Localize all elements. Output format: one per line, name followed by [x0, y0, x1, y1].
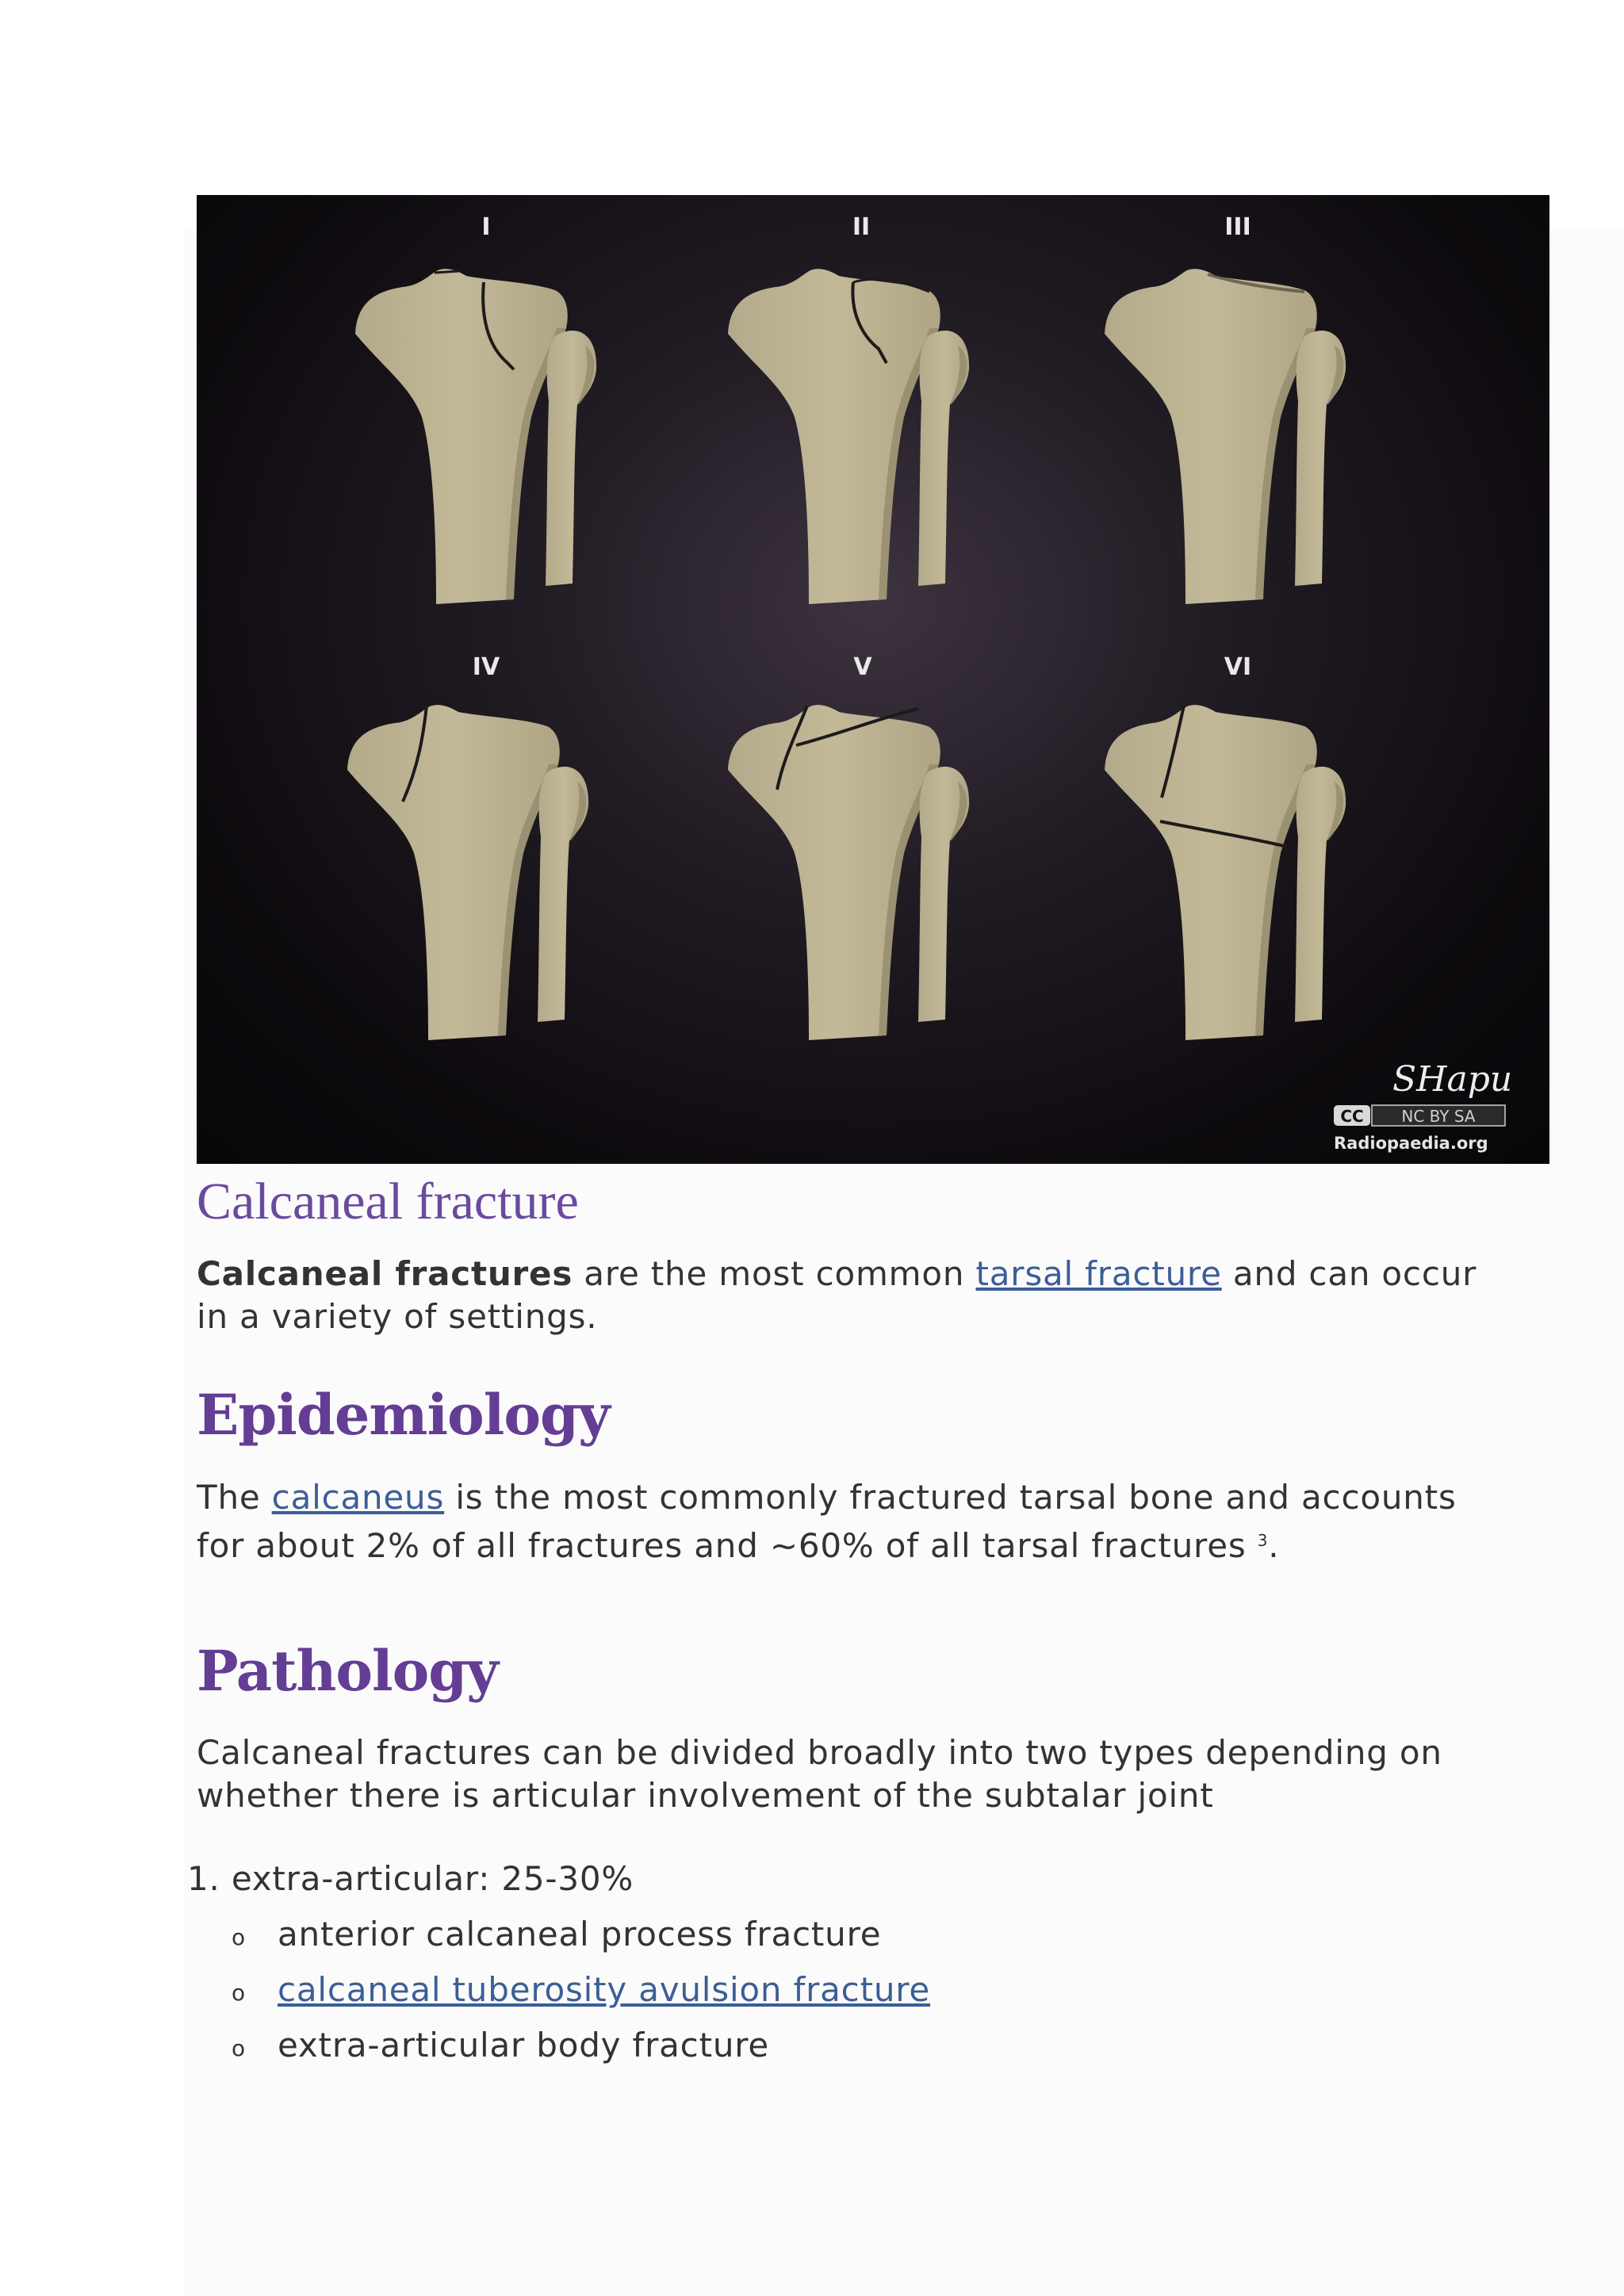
bone-illustration	[197, 195, 1549, 1164]
panel-label-6: VI	[1224, 653, 1252, 681]
classification-list	[187, 1851, 930, 2073]
sub-item-text: anterior calcaneal process fracture	[278, 1915, 882, 1954]
source-credit: Radiopaedia.org	[1334, 1134, 1488, 1153]
page-title: Calcaneal fracture	[197, 1173, 579, 1230]
reference-marker: 3	[1257, 1531, 1269, 1550]
epidemiology-text-start: The	[197, 1478, 272, 1517]
intro-text-end: and can occur in a variety of settings.	[197, 1254, 1477, 1336]
calcaneus-link[interactable]: calcaneus	[271, 1478, 445, 1517]
panel-label-4: IV	[472, 653, 500, 681]
cc-badge-text: CC	[1340, 1107, 1364, 1126]
sub-item-text: extra-articular body fracture	[278, 2026, 770, 2064]
panel-label-2: II	[852, 213, 871, 241]
epidemiology-heading: Epidemiology	[197, 1382, 610, 1448]
sub-list-item	[187, 2018, 930, 2073]
tuberosity-avulsion-link[interactable]: calcaneal tuberosity avulsion fracture	[278, 1970, 931, 2009]
list-item-text: extra-articular: 25-30%	[231, 1859, 634, 1898]
panel-label-5: V	[853, 653, 872, 681]
fracture-classification-figure	[197, 195, 1549, 1164]
bullet-icon: o	[232, 1924, 246, 1950]
panel-label-3: III	[1224, 213, 1251, 241]
license-badge-text: NC BY SA	[1401, 1107, 1476, 1126]
epidemiology-text: is the most commonly fractured tarsal bone and accounts for about 2% of all fractures and ~60% of all tarsal fractures	[197, 1478, 1457, 1565]
pathology-heading: Pathology	[197, 1638, 498, 1704]
epidemiology-paragraph	[197, 1476, 1497, 1567]
tarsal-fracture-link[interactable]: tarsal fracture	[975, 1254, 1222, 1293]
intro-text: are the most common	[573, 1254, 976, 1293]
sub-list-item	[187, 1962, 930, 2018]
signature-text: SHapu	[1392, 1059, 1513, 1100]
panel-label-1: I	[481, 213, 491, 241]
pathology-paragraph: Calcaneal fractures can be divided broadly into two types depending on whether there is articular involvement of the subtalar joint	[197, 1733, 1442, 1815]
list-item	[187, 1851, 930, 1907]
bullet-icon: o	[232, 1980, 246, 2006]
sub-list-item	[187, 1907, 930, 1962]
epidemiology-period: .	[1268, 1526, 1280, 1565]
bullet-icon: o	[232, 2035, 246, 2061]
intro-bold-term: Calcaneal fractures	[197, 1254, 573, 1293]
intro-paragraph	[197, 1253, 1497, 1338]
list-number: 1.	[187, 1859, 220, 1898]
